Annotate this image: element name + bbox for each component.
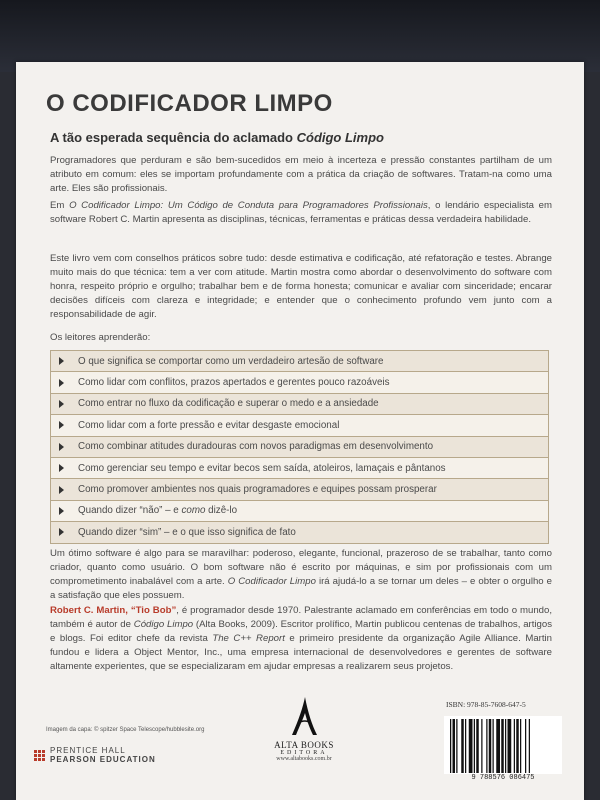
- isbn: ISBN: 978-85-7608-647-5: [446, 700, 526, 709]
- triangle-bullet-icon: [59, 464, 64, 472]
- triangle-bullet-icon: [59, 507, 64, 515]
- triangle-bullet-icon: [59, 486, 64, 494]
- prentice-hall-logo: [34, 746, 156, 764]
- list-item: Quando dizer “sim” – e o que isso significa de fato: [51, 522, 548, 543]
- triangle-bullet-icon: [59, 379, 64, 387]
- author-name: Robert C. Martin, “Tio Bob”: [50, 605, 177, 616]
- alta-books-url: www.altabooks.com.br: [276, 756, 332, 762]
- triangle-bullet-icon: [59, 443, 64, 451]
- author-bio: Robert C. Martin, “Tio Bob”, é programador desde 1970. Palestrante aclamado em conferências em todo o mundo, também é autor de Código Limpo (Alta Books, 2009). Escritor prolífico, Martin publicou centenas de trabalhos, artigos e blogs. Foi editor chefe da revista The C++ Report e primeiro presidente da organização Agile Alliance. Martin fundou e lidera a Object Mentor, Inc., uma empresa internacional de desenvolvedores e gerentes de software altamente experientes, que se especializaram em ajudar empresas a realizarem seus projetos.: [50, 605, 552, 672]
- barcode-digits: 9 788576 086475: [471, 774, 535, 782]
- list-item: Como combinar atitudes duradouras com novos paradigmas em desenvolvimento: [51, 437, 548, 458]
- alta-books-a-icon: [287, 695, 321, 739]
- subtitle: A tão esperada sequência do aclamado Código Limpo: [50, 130, 384, 145]
- advice-paragraph: Este livro vem com conselhos práticos sobre tudo: desde estimativa e codificação, até refatoração e testes. Abrange muito mais do que técnica: tem a ver com atitude. Martin mostra como abordar o desenvolvimento do software com honra, respeito próprio e orgulho; trabalhar bem e de forma honesta; comunicar e avaliar com sinceridade; encarar decisões difíceis com clareza e integridade; e entender que o conhecimento profundo vem junto com a responsabilidade de agir.: [50, 253, 552, 320]
- list-item: Como lidar com a forte pressão e evitar desgaste emocional: [51, 415, 548, 436]
- alta-books-name: ALTA BOOKS: [274, 740, 334, 750]
- triangle-bullet-icon: [59, 400, 64, 408]
- triangle-bullet-icon: [59, 528, 64, 536]
- barcode: [444, 716, 562, 774]
- prentice-hall-name: PRENTICE HALL: [50, 746, 126, 755]
- learn-list: [50, 350, 549, 544]
- triangle-bullet-icon: [59, 421, 64, 429]
- closing-paragraph: Um ótimo software é algo para se maravilhar: poderoso, elegante, funcional, prazeroso de se trabalhar, tanto como criador, quanto como usuário. O bom software não é escrito por máquinas, e sim por profissionais com um comprometimento inabalável com a arte. O Codificador Limpo irá ajudá-lo a se tornar um deles – e obter o orgulho e a satisfação que eles possuem.: [50, 548, 552, 601]
- pearson-name: PEARSON EDUCATION: [50, 755, 156, 764]
- list-item: Como lidar com conflitos, prazos apertados e gerentes pouco razoáveis: [51, 372, 548, 393]
- list-item: O que significa se comportar como um verdadeiro artesão de software: [51, 351, 548, 372]
- list-item: Como promover ambientes nos quais programadores e equipes possam prosperar: [51, 479, 548, 500]
- image-credit: Imagem da capa: © spitzer Space Telescope/hubblesite.org: [46, 727, 205, 733]
- alta-books-sub: EDITORA: [280, 750, 328, 756]
- prentice-hall-mark-icon: [34, 750, 44, 760]
- list-item: Quando dizer “não” – e como dizê-lo: [51, 501, 548, 522]
- alta-books-logo: [274, 695, 334, 762]
- triangle-bullet-icon: [59, 357, 64, 365]
- book-paragraph: Em O Codificador Limpo: Um Código de Conduta para Programadores Profissionais, o lendário especialista em software Robert C. Martin apresenta as disciplinas, técnicas, ferramentas e práticas dessa verdadeira habilidade.: [50, 200, 552, 225]
- book-title: O CODIFICADOR LIMPO: [46, 90, 333, 117]
- intro-paragraph: Programadores que perduram e são bem-sucedidos em meio à incerteza e pressão constantes partilham de um atributo em comum: eles se importam profundamente com a prática da criação de softwares. Tratam-na como uma arte. Eles são profissionais.: [50, 155, 552, 194]
- back-cover: [16, 62, 584, 800]
- list-item: Como entrar no fluxo da codificação e superar o medo e a ansiedade: [51, 394, 548, 415]
- list-item: Como gerenciar seu tempo e evitar becos sem saída, atoleiros, lamaçais e pântanos: [51, 458, 548, 479]
- readers-intro: Os leitores aprenderão:: [50, 332, 151, 343]
